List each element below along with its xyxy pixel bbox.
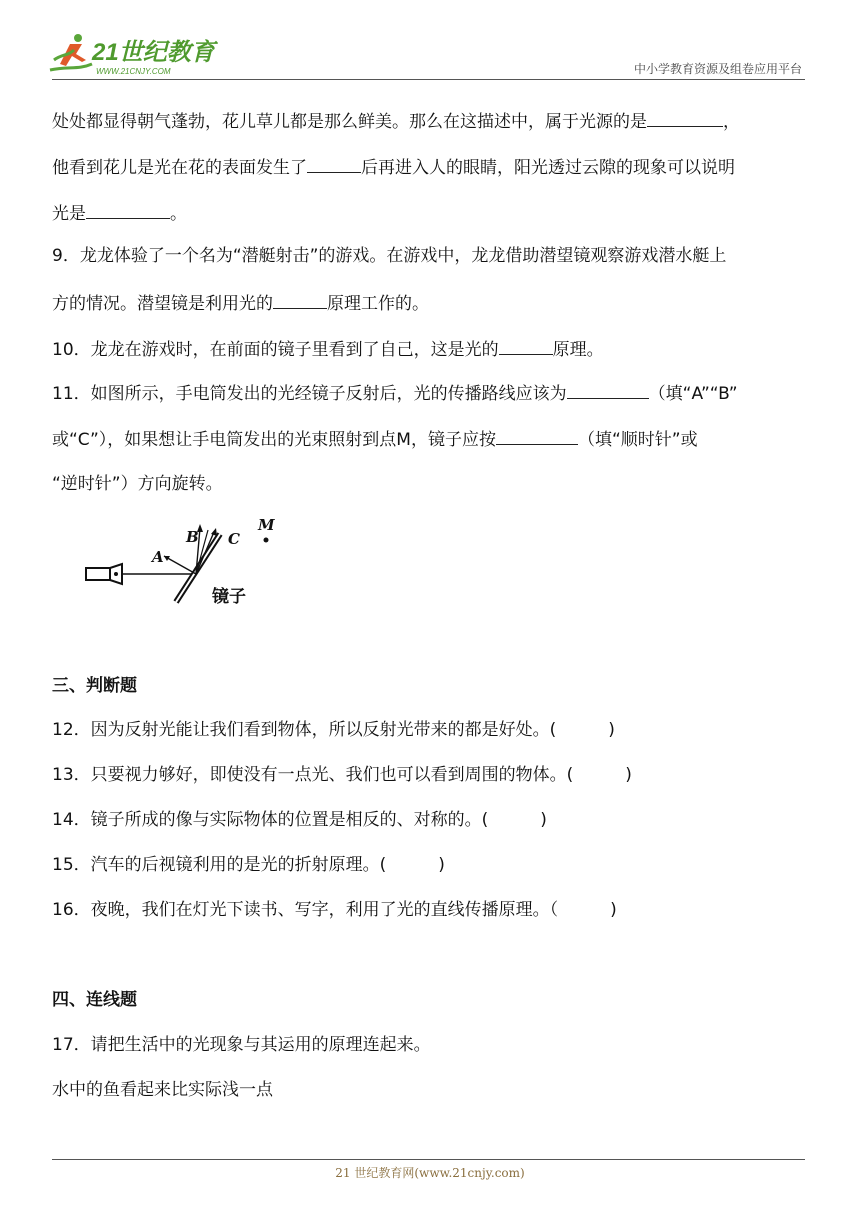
q8-line3: 光是 。: [52, 200, 812, 224]
footer-divider: [52, 1159, 805, 1160]
label-B: B: [186, 528, 199, 546]
answer-blank[interactable]: [86, 200, 170, 219]
q9-line2: 方的情况。潜望镜是利用光的 原理工作的。: [52, 290, 812, 314]
label-A: A: [152, 548, 164, 566]
q8-line1: 处处都显得朝气蓬勃，花儿草儿都是那么鲜美。那么在这描述中，属于光源的是 ，: [52, 108, 812, 132]
page-header: [0, 0, 860, 80]
judge-item-13: 13．只要视力够好，即使没有一点光、我们也可以看到周围的物体。( ): [52, 765, 632, 785]
platform-name: 中小学教育资源及组卷应用平台: [633, 62, 802, 76]
ray-A: [164, 556, 196, 574]
section-matching-heading: 四、连线题: [52, 990, 137, 1010]
label-mirror: 镜子: [212, 587, 246, 607]
label-M: M: [258, 516, 275, 534]
answer-blank[interactable]: [496, 426, 578, 445]
logo-url: WWW.21CNJY.COM: [96, 67, 171, 76]
q17-prompt: 17．请把生活中的光现象与其运用的原理连起来。: [52, 1035, 431, 1055]
answer-blank[interactable]: [647, 108, 723, 127]
label-C: C: [228, 530, 240, 548]
answer-blank[interactable]: [307, 154, 361, 173]
flashlight-mirror-diagram: [80, 512, 290, 612]
q17-item-1: 水中的鱼看起来比实际浅一点: [52, 1080, 273, 1100]
header-divider: [52, 79, 805, 80]
q10: 10．龙龙在游戏时，在前面的镜子里看到了自己，这是光的 原理。: [52, 336, 812, 360]
answer-blank[interactable]: [499, 336, 553, 355]
flashlight-body: [86, 568, 110, 580]
answer-blank[interactable]: [567, 380, 649, 399]
q11-line1: 11．如图所示，手电筒发出的光经镜子反射后，光的传播路线应该为 （填“A”“B”: [52, 380, 812, 404]
judge-item-16: 16．夜晚，我们在灯光下读书、写字，利用了光的直线传播原理。（ ): [52, 900, 617, 920]
judge-item-12: 12．因为反射光能让我们看到物体，所以反射光带来的都是好处。( ): [52, 720, 615, 740]
judge-item-14: 14．镜子所成的像与实际物体的位置是相反的、对称的。( ): [52, 810, 547, 830]
q11-line3: “逆时针”）方向旋转。: [52, 474, 223, 494]
answer-blank[interactable]: [273, 290, 327, 309]
page-footer: 21 世纪教育网(www.21cnjy.com): [335, 1166, 525, 1180]
brand-logo: [48, 30, 218, 78]
q9-line1: 9．龙龙体验了一个名为“潜艇射击”的游戏。在游戏中，龙龙借助潜望镜观察游戏潜水艇上: [52, 246, 727, 266]
logo-text: 21世纪教育: [92, 39, 215, 66]
judge-item-15: 15．汽车的后视镜利用的是光的折射原理。( ): [52, 855, 445, 875]
q8-line2: 他看到花儿是光在花的表面发生了 后再进入人的眼睛，阳光透过云隙的现象可以说明: [52, 154, 812, 178]
q11-line2: 或“C”），如果想让手电筒发出的光束照射到点M，镜子应按 （填“顺时针”或: [52, 426, 812, 450]
point-M: [264, 538, 269, 543]
section-judge-heading: 三、判断题: [52, 676, 137, 696]
